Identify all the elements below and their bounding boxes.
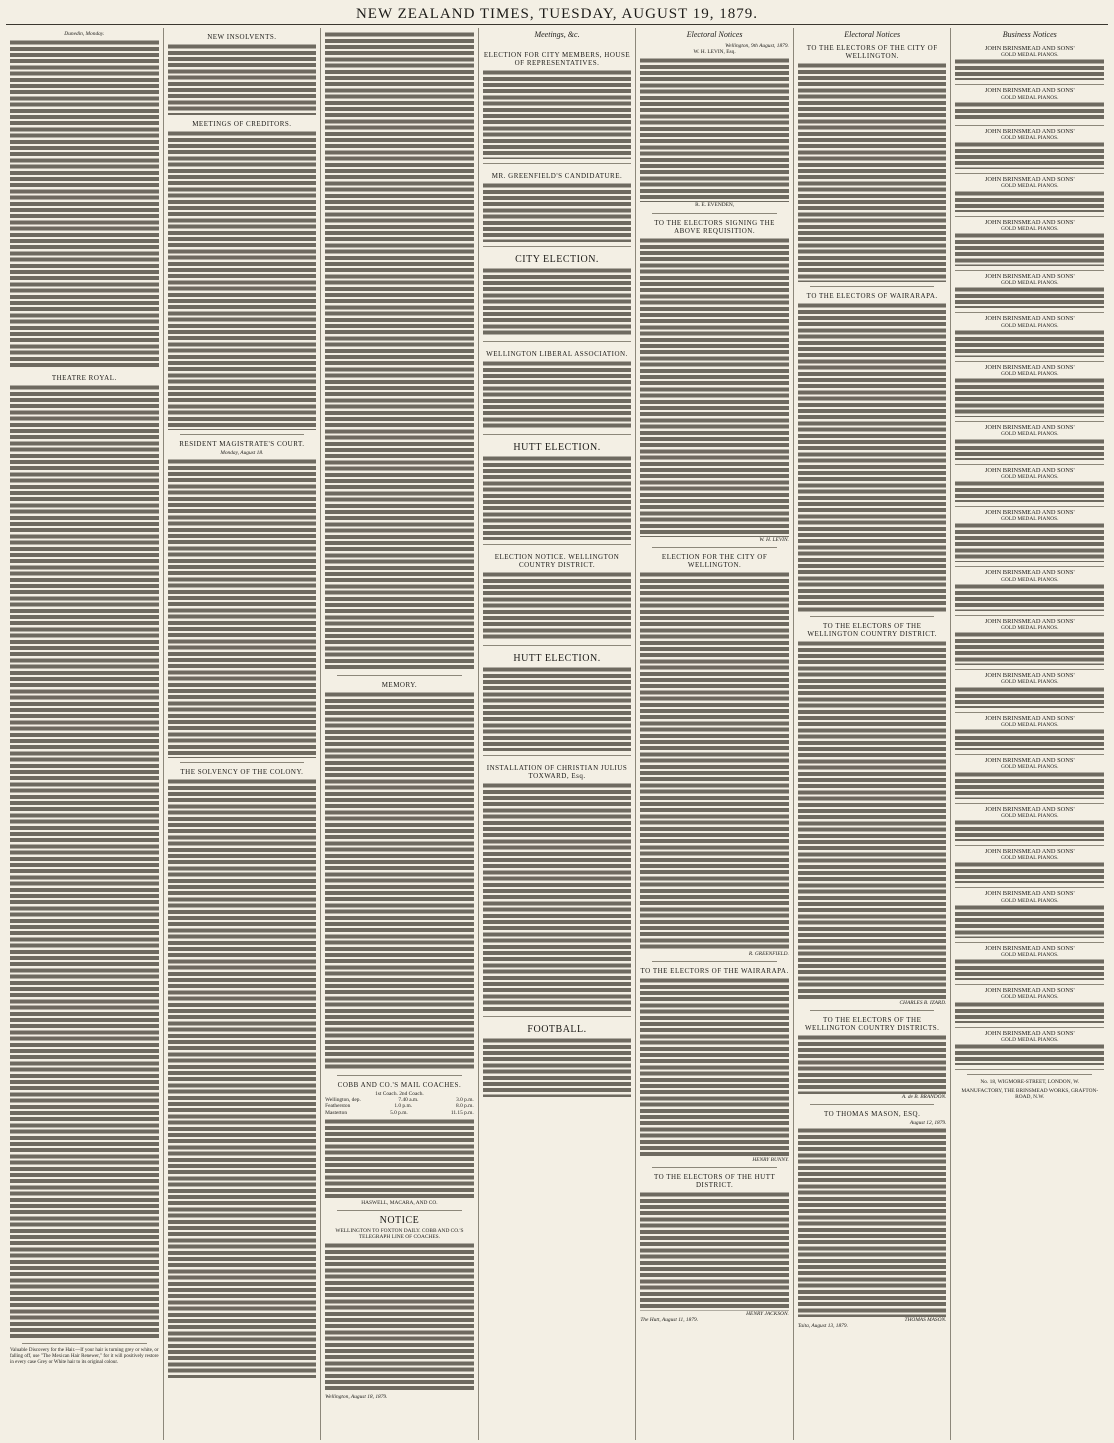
wairarapa-heading: TO THE ELECTORS OF THE WAIRARAPA. — [640, 967, 789, 976]
bunny-signature: HENRY BUNNY. — [752, 1157, 789, 1164]
brinsmead-product: GOLD MEDAL PIANOS. — [1001, 764, 1059, 771]
brinsmead-product: GOLD MEDAL PIANOS. — [1001, 371, 1059, 378]
brinsmead-product: GOLD MEDAL PIANOS. — [1001, 431, 1059, 438]
brinsmead-brand: JOHN BRINSMEAD AND SONS' — [984, 363, 1075, 371]
brinsmead-brand: JOHN BRINSMEAD AND SONS' — [984, 176, 1075, 184]
ad-text — [640, 57, 789, 202]
timetable-cell: 3.0 p.m. — [456, 1097, 474, 1104]
brinsmead-product: GOLD MEDAL PIANOS. — [1001, 679, 1059, 686]
mail-coaches-heading: COBB AND CO.'S MAIL COACHES. — [337, 1081, 462, 1089]
timetable-cell: Masterton — [325, 1109, 348, 1116]
country-districts-heading: TO THE ELECTORS OF THE WELLINGTON COUNTRY DISTRICTS. — [804, 1016, 940, 1033]
section-heading: Business Notices — [1002, 30, 1057, 39]
ad-heading: ELECTION NOTICE. WELLINGTON COUNTRY DISTRICT. — [494, 553, 620, 569]
brinsmead-brand: JOHN BRINSMEAD AND SONS' — [984, 890, 1075, 898]
brinsmead-product: GOLD MEDAL PIANOS. — [1001, 625, 1059, 632]
divider — [652, 547, 777, 548]
timetable-cell: 1.0 p.m. — [394, 1103, 413, 1110]
article-text — [168, 778, 317, 1378]
brinsmead-brand: JOHN BRINSMEAD AND SONS' — [984, 805, 1075, 813]
ad-text — [955, 286, 1104, 308]
column-1 — [6, 28, 164, 1440]
hutt-date: The Hutt, August 11, 1879. — [640, 1317, 699, 1324]
brinsmead-ad — [955, 465, 1104, 507]
brinsmead-brand: JOHN BRINSMEAD AND SONS' — [984, 218, 1075, 226]
brinsmead-brand: JOHN BRINSMEAD AND SONS' — [984, 672, 1075, 680]
brinsmead-brand: JOHN BRINSMEAD AND SONS' — [984, 847, 1075, 855]
divider — [810, 1104, 935, 1105]
columns — [6, 28, 1108, 1440]
brinsmead-product: GOLD MEDAL PIANOS. — [1001, 52, 1059, 59]
brinsmead-brand: JOHN BRINSMEAD AND SONS' — [984, 987, 1075, 995]
article-text — [325, 1242, 474, 1392]
brinsmead-product: GOLD MEDAL PIANOS. — [1001, 994, 1059, 1001]
mail-coaches-subheading: 1st Coach. 2nd Coach. — [375, 1091, 424, 1097]
brinsmead-product: GOLD MEDAL PIANOS. — [1001, 94, 1059, 101]
ad-text — [955, 438, 1104, 460]
brinsmead-ads — [955, 43, 1104, 1070]
brinsmead-ad — [955, 507, 1104, 567]
ad-text — [955, 1043, 1104, 1065]
brinsmead-brand: JOHN BRINSMEAD AND SONS' — [984, 617, 1075, 625]
brinsmead-brand: JOHN BRINSMEAD AND SONS' — [984, 714, 1075, 722]
izard-signature: CHARLES B. IZARD. — [899, 1000, 947, 1006]
ad-text — [955, 329, 1104, 357]
ad-text — [640, 571, 789, 951]
brinsmead-product: GOLD MEDAL PIANOS. — [1001, 183, 1059, 190]
ad-hutt-election — [483, 435, 632, 545]
brinsmead-brand: JOHN BRINSMEAD AND SONS' — [984, 424, 1075, 432]
divider — [180, 434, 305, 435]
ad-text — [955, 522, 1104, 562]
city-election-heading: ELECTION FOR THE CITY OF WELLINGTON. — [661, 552, 768, 569]
ad-text — [955, 377, 1104, 417]
ad-text — [955, 631, 1104, 665]
brinsmead-product: GOLD MEDAL PIANOS. — [1001, 280, 1059, 287]
column-3 — [321, 28, 479, 1440]
ad-heading: WELLINGTON LIBERAL ASSOCIATION. — [486, 350, 628, 358]
divider — [337, 1210, 462, 1211]
timetable-cell: 7.40 a.m. — [398, 1097, 419, 1104]
article-text — [168, 458, 317, 758]
levin-date: Wellington, 9th August, 1879. — [725, 43, 789, 49]
column-6 — [794, 28, 952, 1440]
brinsmead-ad — [955, 43, 1104, 85]
ad-text — [640, 1191, 789, 1311]
divider — [22, 1343, 147, 1344]
brinsmead-brand: JOHN BRINSMEAD AND SONS' — [984, 509, 1075, 517]
ad-election-city — [483, 43, 632, 164]
divider — [337, 675, 462, 676]
brinsmead-ad — [955, 362, 1104, 422]
ad-text — [955, 819, 1104, 841]
timetable-cell: 8.0 p.m. — [456, 1103, 474, 1110]
divider — [652, 1167, 777, 1168]
brinsmead-product: GOLD MEDAL PIANOS. — [1001, 473, 1059, 480]
ad-text — [955, 480, 1104, 502]
ad-text — [798, 1034, 947, 1094]
brinsmead-product: GOLD MEDAL PIANOS. — [1001, 576, 1059, 583]
mail-table — [325, 1097, 474, 1116]
court-date: Monday, August 18. — [220, 450, 264, 456]
ad-text — [955, 58, 1104, 80]
ad-text — [798, 1127, 947, 1317]
brinsmead-ad — [955, 888, 1104, 942]
ad-text — [955, 141, 1104, 169]
brinsmead-product: GOLD MEDAL PIANOS. — [1001, 812, 1059, 819]
divider — [810, 616, 935, 617]
court-heading: RESIDENT MAGISTRATE'S COURT. — [179, 440, 305, 448]
notice-body: WELLINGTON TO FOXTON DAILY. COBB AND CO.'S TELEGRAPH LINE OF COACHES. — [335, 1228, 464, 1241]
mason-place: Taita, August 13, 1879. — [797, 1322, 848, 1329]
ad-text — [955, 1001, 1104, 1023]
brinsmead-brand: JOHN BRINSMEAD AND SONS' — [984, 273, 1075, 281]
ad-heading: MR. GREENFIELD'S CANDIDATURE. — [491, 172, 623, 180]
ad-text — [798, 640, 947, 1000]
agents: HASWELL, MACARA, AND CO. — [361, 1199, 438, 1206]
ad-text — [483, 69, 632, 159]
ad-text — [955, 190, 1104, 212]
ad-text — [483, 1037, 632, 1097]
brinsmead-brand: JOHN BRINSMEAD AND SONS' — [984, 944, 1075, 952]
brandon-signature: A. de B. BRANDON. — [901, 1094, 947, 1101]
dateline: Dunedin, Monday. — [64, 31, 105, 37]
ad-text — [640, 977, 789, 1157]
ad-country-district — [483, 545, 632, 646]
divider — [810, 286, 935, 287]
article-text — [168, 43, 317, 115]
ad-heading: HUTT ELECTION. — [513, 442, 601, 453]
column-2 — [164, 28, 322, 1440]
brinsmead-ad — [955, 567, 1104, 615]
address-1: No. 18, WIGMORE-STREET, LONDON, W. — [980, 1078, 1080, 1085]
brinsmead-product: GOLD MEDAL PIANOS. — [1001, 855, 1059, 862]
article-text — [168, 130, 317, 430]
timetable-cell: 5.0 p.m. — [390, 1109, 408, 1116]
article-text — [10, 384, 159, 1339]
evenden-name: R. E. EVENDEN, — [695, 202, 735, 209]
ad-heading: HUTT ELECTION. — [513, 653, 601, 664]
brinsmead-ad — [955, 846, 1104, 888]
address-2: MANUFACTORY, THE BRINSMEAD WORKS, GRAFTON-ROAD, N.W. — [961, 1088, 1099, 1101]
theatre-heading: THEATRE ROYAL. — [51, 374, 117, 383]
divider — [810, 1010, 935, 1011]
brinsmead-brand: JOHN BRINSMEAD AND SONS' — [984, 87, 1075, 95]
brinsmead-product: GOLD MEDAL PIANOS. — [1001, 951, 1059, 958]
brinsmead-ad — [955, 174, 1104, 216]
brinsmead-ad — [955, 1028, 1104, 1070]
brinsmead-brand: JOHN BRINSMEAD AND SONS' — [984, 466, 1075, 474]
brinsmead-product: GOLD MEDAL PIANOS. — [1001, 1036, 1059, 1043]
ad-installation — [483, 756, 632, 1017]
divider — [652, 961, 777, 962]
article-text — [10, 39, 159, 369]
notice-date: Wellington, August 18, 1879. — [325, 1394, 388, 1401]
brinsmead-brand: JOHN BRINSMEAD AND SONS' — [984, 315, 1075, 323]
ad-text — [483, 571, 632, 641]
jackson-signature: HENRY JACKSON. — [746, 1311, 789, 1318]
ad-text — [955, 904, 1104, 938]
brinsmead-ad — [955, 616, 1104, 670]
divider — [180, 762, 305, 763]
ad-text — [483, 182, 632, 242]
brinsmead-brand: JOHN BRINSMEAD AND SONS' — [984, 127, 1075, 135]
timetable-cell: Wellington, dep. — [325, 1097, 361, 1104]
brinsmead-product: GOLD MEDAL PIANOS. — [1001, 516, 1059, 523]
ad-text — [798, 62, 947, 282]
ad-text — [955, 686, 1104, 708]
brinsmead-brand: JOHN BRINSMEAD AND SONS' — [984, 1029, 1075, 1037]
ad-text — [955, 101, 1104, 121]
ad-text — [483, 666, 632, 751]
levin-name: W. H. LEVIN, Esq. — [693, 49, 736, 56]
ad-heading: INSTALLATION OF CHRISTIAN JULIUS TOXWARD, Esq. — [486, 764, 628, 780]
section-heading: Electoral Notices — [686, 30, 743, 39]
column-4 — [479, 28, 637, 1440]
brinsmead-product: GOLD MEDAL PIANOS. — [1001, 225, 1059, 232]
brinsmead-product: GOLD MEDAL PIANOS. — [1001, 135, 1059, 142]
ad-liberal-association — [483, 342, 632, 435]
article-text — [325, 31, 474, 671]
divider — [652, 213, 777, 214]
brinsmead-ad — [955, 313, 1104, 361]
ad-text — [955, 771, 1104, 799]
ad-text — [955, 958, 1104, 980]
column-5 — [636, 28, 794, 1440]
ad-heading: CITY ELECTION. — [515, 254, 599, 265]
timetable-row — [325, 1110, 474, 1116]
insolvents-heading: NEW INSOLVENTS. — [207, 33, 277, 41]
city-electors-heading: TO THE ELECTORS OF THE CITY OF WELLINGTON. — [806, 44, 938, 60]
ad-text — [640, 237, 789, 537]
wairarapa-heading: TO THE ELECTORS OF WAIRARAPA. — [806, 292, 938, 300]
hutt-electors-heading: TO THE ELECTORS OF THE HUTT DISTRICT. — [653, 1173, 776, 1190]
ad-text — [483, 782, 632, 1012]
brinsmead-brand: JOHN BRINSMEAD AND SONS' — [984, 757, 1075, 765]
brinsmead-ad — [955, 422, 1104, 464]
section-heading: Electoral Notices — [844, 30, 901, 39]
article-text — [325, 691, 474, 1071]
country-district-heading: TO THE ELECTORS OF THE WELLINGTON COUNTRY DISTRICT. — [807, 622, 937, 638]
article-text — [325, 1118, 474, 1198]
ad-hutt-election-2 — [483, 646, 632, 756]
ad-city-election — [483, 247, 632, 342]
brinsmead-product: GOLD MEDAL PIANOS. — [1001, 897, 1059, 904]
brinsmead-ad — [955, 85, 1104, 125]
ad-text — [483, 455, 632, 540]
mason-date: August 12, 1879. — [909, 1120, 947, 1127]
brinsmead-product: GOLD MEDAL PIANOS. — [1001, 721, 1059, 728]
ad-text — [955, 861, 1104, 883]
hair-notice: Valuable Discovery for the Hair.—If your hair is turning grey or white, or falling off, use "The Mexican Hair Renewer," for it will positively restore in every case Grey or White hair to its original colour. — [10, 1348, 159, 1366]
timetable-cell: 11.15 p.m. — [450, 1109, 474, 1116]
brinsmead-ad — [955, 670, 1104, 712]
ad-text — [483, 267, 632, 337]
brinsmead-ad — [955, 217, 1104, 271]
ad-greenfield — [483, 164, 632, 247]
masthead: NEW ZEALAND TIMES, TUESDAY, AUGUST 19, 1879. — [6, 4, 1108, 25]
solvency-heading: THE SOLVENCY OF THE COLONY. — [180, 768, 304, 777]
mason-heading: TO THOMAS MASON, ESQ. — [823, 1110, 921, 1119]
ad-text — [955, 232, 1104, 266]
notice-heading: NOTICE — [379, 1215, 420, 1227]
brinsmead-product: GOLD MEDAL PIANOS. — [1001, 322, 1059, 329]
ad-text — [955, 728, 1104, 750]
brinsmead-ad — [955, 271, 1104, 313]
divider — [337, 1075, 462, 1076]
brinsmead-ad — [955, 804, 1104, 846]
brinsmead-ad — [955, 985, 1104, 1027]
timetable-cell: Featherston — [325, 1103, 351, 1110]
brinsmead-brand: JOHN BRINSMEAD AND SONS' — [984, 569, 1075, 577]
ad-heading: FOOTBALL. — [527, 1024, 587, 1035]
brinsmead-brand: JOHN BRINSMEAD AND SONS' — [984, 45, 1075, 52]
ad-text — [798, 302, 947, 612]
ad-heading: ELECTION FOR CITY MEMBERS, HOUSE OF REPRESENTATIVES. — [483, 51, 631, 67]
memory-heading: MEMORY. — [381, 681, 418, 689]
levin-signature: W. H. LEVIN. — [759, 536, 789, 543]
requisition-heading: TO THE ELECTORS SIGNING THE ABOVE REQUISITION. — [654, 218, 775, 235]
ad-text — [483, 360, 632, 430]
section-heading: Meetings, &c. — [534, 30, 580, 39]
column-7 — [951, 28, 1108, 1440]
brinsmead-ad — [955, 713, 1104, 755]
brinsmead-ad — [955, 755, 1104, 803]
brinsmead-ad — [955, 126, 1104, 174]
greenfield-signature: R. GREENFIELD. — [748, 950, 789, 957]
mason-signature: THOMAS MASON. — [904, 1316, 947, 1323]
ad-text — [955, 583, 1104, 611]
ad-football — [483, 1017, 632, 1101]
divider — [967, 1074, 1092, 1075]
creditors-heading: MEETINGS OF CREDITORS. — [192, 120, 292, 128]
brinsmead-ad — [955, 943, 1104, 985]
